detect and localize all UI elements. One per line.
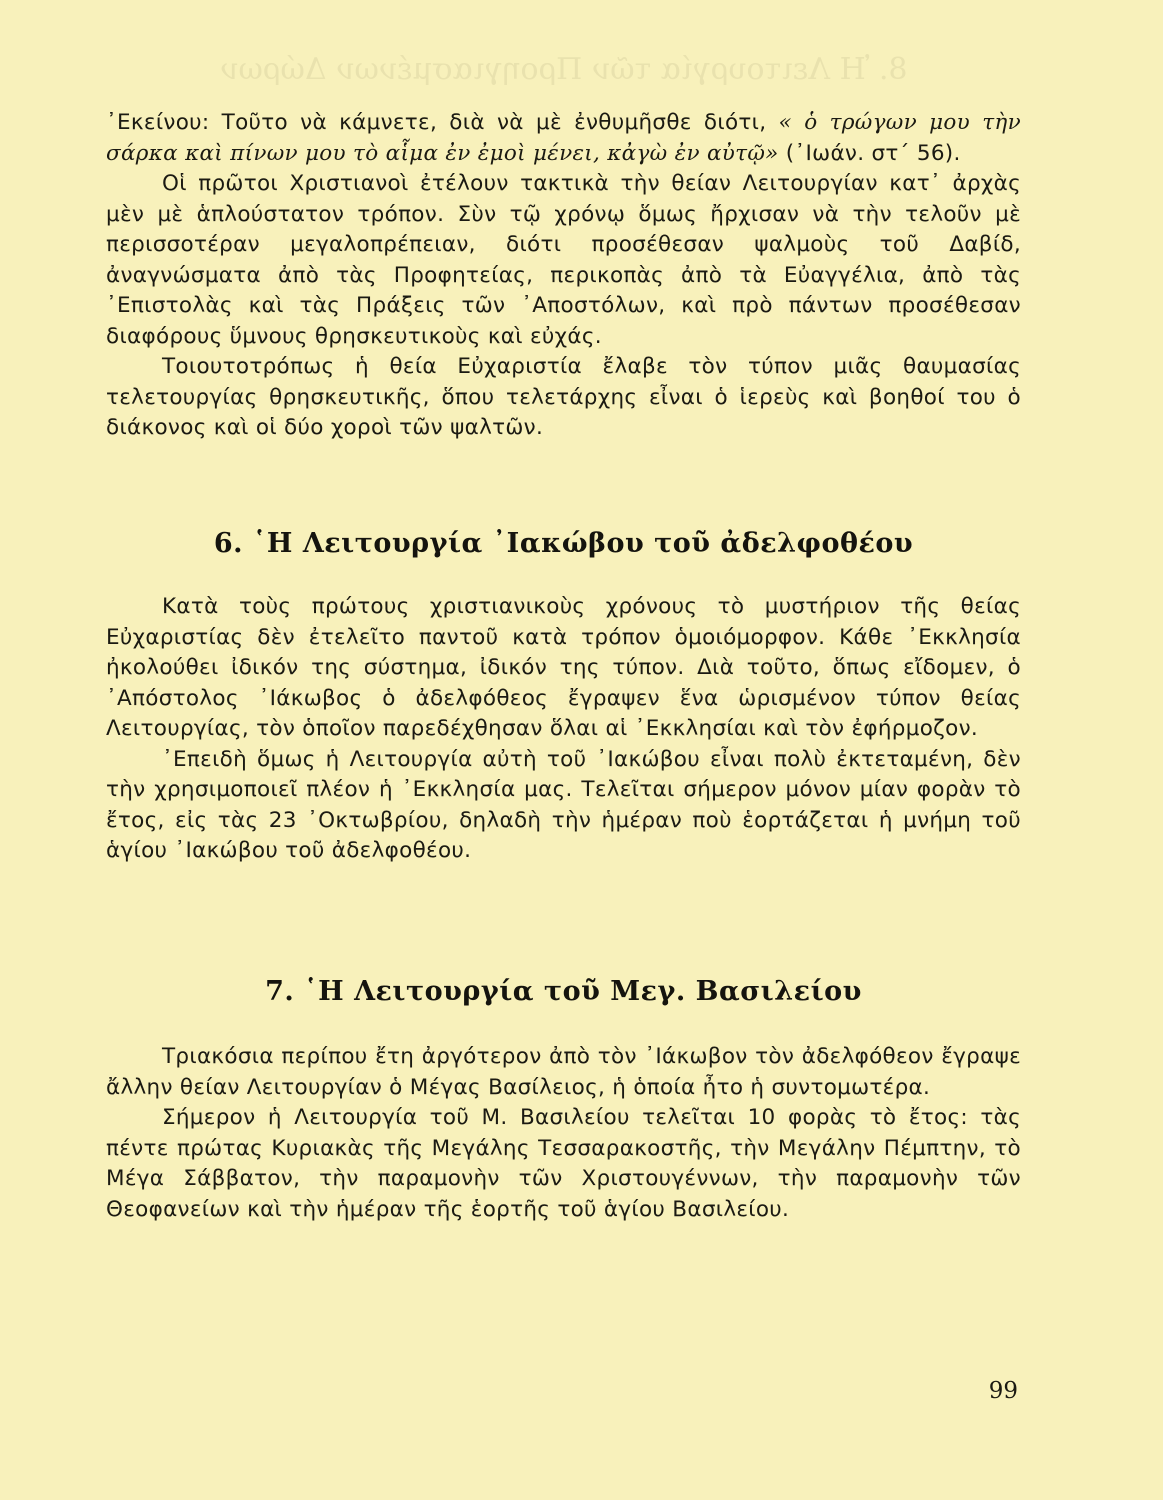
intro-line-start: ᾿Εκείνου: Τοῦτο νὰ κάμνετε, διὰ νὰ μὲ ἐνθυμῆσθε διότι, xyxy=(106,110,779,135)
scripture-quote: « ὁ τρώγων μου τὴν σάρκα καὶ πίνων μου τὸ αἷμα ἐν ἐμοὶ μένει, κἀγὼ ἐν αὐτῷ» xyxy=(106,110,1021,166)
intro-paragraph-2: Οἱ πρῶτοι Χριστιανοὶ ἐτέλουν τακτικὰ τὴν θείαν Λειτουργίαν κατ᾿ ἀρχὰς μὲν μὲ ἁπλούστατον τρόπον. Σὺν τῷ χρόνῳ ὅμως ἤρχισαν νὰ τὴν τελοῦν μὲ περισσοτέραν μεγαλοπρέπειαν, διότι προσέθεσαν ψαλμοὺς τοῦ Δαβίδ, ἀναγνώσματα ἀπὸ τὰς Προφητείας, περικοπὰς ἀπὸ τὰ Εὐαγγέλια, ἀπὸ τὰς ᾿Επιστολὰς καὶ τὰς Πράξεις τῶν ᾿Αποστόλων, καὶ πρὸ πάντων προσέθεσαν διαφόρους ὕμνους θρησκευτικοὺς καὶ εὐχάς. xyxy=(106,171,1021,349)
page-number: 99 xyxy=(988,1378,1018,1404)
section-6-paragraph-2: ᾿Επειδὴ ὅμως ἡ Λειτουργία αὐτὴ τοῦ ᾿Ιακώβου εἶναι πολὺ ἐκτεταμένη, δὲν τὴν χρησιμοποιεῖ πλέον ἡ ᾿Εκκλησία μας. Τελεῖται σήμερον μόνον μίαν φορὰν τὸ ἔτος, εἰς τὰς 23 ᾿Οκτωβρίου, δηλαδὴ τὴν ἡμέραν ποὺ ἑορτάζεται ἡ μνήμη τοῦ ἁγίου ᾿Ιακώβου τοῦ ἀδελφοθέου. xyxy=(106,746,1021,863)
intro-paragraph-1 xyxy=(106,108,1021,169)
scripture-citation: (᾿Ιωάν. στ´ 56). xyxy=(778,140,961,166)
section-6-paragraph-1: Κατὰ τοὺς πρώτους χριστιανικοὺς χρόνους τὸ μυστήριον τῆς θείας Εὐχαριστίας δὲν ἐτελεῖτο παντοῦ κατὰ τρόπον ὁμοιόμορφον. Κάθε ᾿Εκκλησία ἠκολούθει ἰδικόν της σύστημα, ἰδικόν της τύπον. Διὰ τοῦτο, ὅπως εἴδομεν, ὁ ᾿Απόστολος ᾿Ιάκωβος ὁ ἀδελφόθεος ἔγραψεν ἕνα ὡρισμένον τύπον θείας Λειτουργίας, τὸν ὁποῖον παρεδέχθησαν ὅλαι αἱ ᾿Εκκλησίαι καὶ τὸν ἐφήρμοζον. xyxy=(106,594,1021,741)
intro-paragraph-3: Τοιουτοτρόπως ἡ θεία Εὐχαριστία ἔλαβε τὸν τύπον μιᾶς θαυμασίας τελετουργίας θρησκευτικῆς, ὅπου τελετάρχης εἶναι ὁ ἱερεὺς καὶ βοηθοί του ὁ διάκονος καὶ οἱ δύο χοροὶ τῶν ψαλτῶν. xyxy=(106,354,1021,440)
section-6-heading: 6. ῾Η Λειτουργία ᾿Ιακώβου τοῦ ἀδελφοθέου xyxy=(213,528,914,559)
bleed-through-text: 8. Ἡ Λειτουργία τῶν Προηγιασμένων Δώρων xyxy=(220,52,908,87)
section-7-paragraph-1: Τριακόσια περίπου ἔτη ἀργότερον ἀπὸ τὸν ᾿Ιάκωβον τὸν ἀδελφόθεον ἔγραψε ἄλλην θείαν Λειτουργίαν ὁ Μέγας Βασίλειος, ἡ ὁποία ἦτο ἡ συντομωτέρα. xyxy=(106,1044,1021,1100)
section-7-paragraph-2: Σήμερον ἡ Λειτουργία τοῦ Μ. Βασιλείου τελεῖται 10 φορὰς τὸ ἔτος: τὰς πέντε πρώτας Κυριακὰς τῆς Μεγάλης Τεσσαρακοστῆς, τὴν Μεγάλην Πέμπτην, τὸ Μέγα Σάββατον, τὴν παραμονὴν τῶν Χριστουγέννων, τὴν παραμονὴν τῶν Θεοφανείων καὶ τὴν ἡμέραν τῆς ἑορτῆς τοῦ ἁγίου Βασιλείου. xyxy=(106,1105,1021,1222)
section-6-body xyxy=(106,592,1021,867)
section-7-heading: 7. ῾Η Λειτουργία τοῦ Μεγ. Βασιλείου xyxy=(265,976,862,1007)
intro-block xyxy=(106,108,1021,444)
section-7-body xyxy=(106,1042,1021,1225)
